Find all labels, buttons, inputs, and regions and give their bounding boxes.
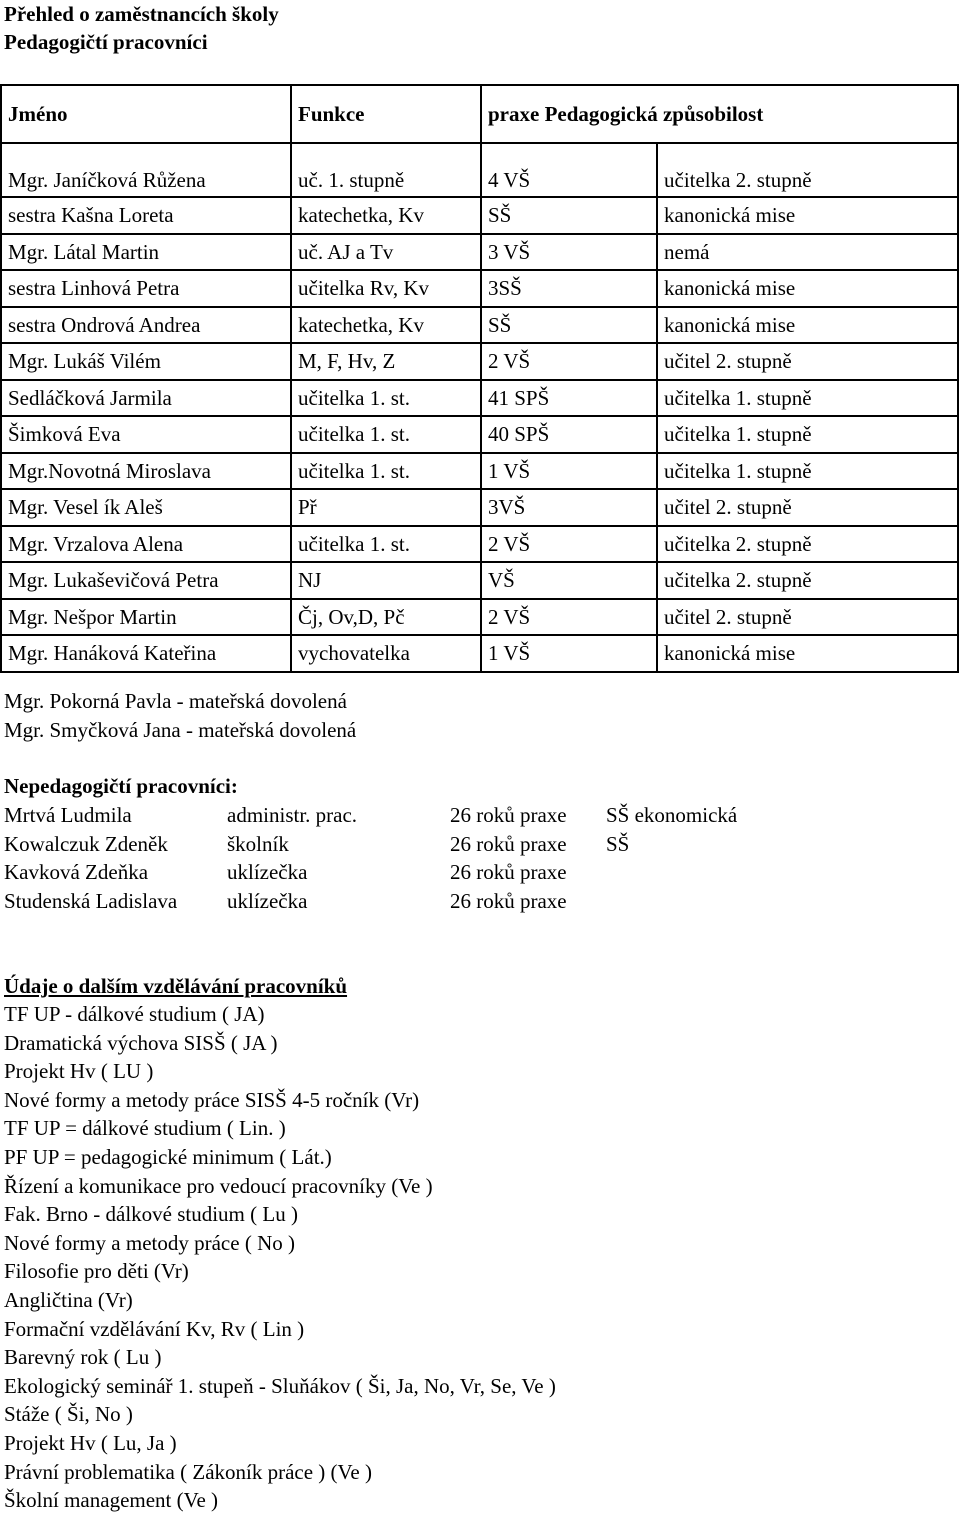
leave-note: Mgr. Pokorná Pavla - mateřská dovolená [4,689,347,713]
page-title: Přehled o zaměstnancích školy [4,2,279,26]
staff-role: administr. prac. [227,803,358,827]
cell-function: učitelka 1. st. [291,526,481,563]
staff-practice: 26 roků praxe [450,888,567,913]
training-item: Dramatická výchova SISŠ ( JA ) [4,1030,278,1055]
table-row [1,343,958,380]
table-row [1,599,958,636]
staff-name: Studenská Ladislava [4,888,178,913]
staff-name: Kowalczuk Zdeněk [4,831,168,856]
cell-name: sestra Ondrová Andrea [1,307,291,344]
cell-qualification: učitelka 2. stupně [657,562,958,599]
training-item: Fak. Brno - dálkové studium ( Lu ) [4,1202,298,1227]
training-item: PF UP = pedagogické minimum ( Lát.) [4,1144,332,1169]
cell-function: uč. 1. stupně [291,143,481,197]
training-item: Barevný rok ( Lu ) [4,1345,162,1370]
cell-function: NJ [291,562,481,599]
cell-name: Mgr. Nešpor Martin [1,599,291,636]
staff-table [0,84,959,673]
cell-name: Mgr. Lukáš Vilém [1,343,291,380]
training-item: Řízení a komunikace pro vedoucí pracovníky (Ve ) [4,1173,433,1198]
cell-name: sestra Kašna Loreta [1,197,291,234]
staff-role: uklízečka [227,888,308,913]
cell-practice: 40 SPŠ [481,416,657,453]
section-title-pedagogical: Pedagogičtí pracovníci [4,30,208,54]
cell-qualification: učitel 2. stupně [657,489,958,526]
cell-name: Mgr. Lukaševičová Petra [1,562,291,599]
cell-function: učitelka 1. st. [291,453,481,490]
table-row [1,143,958,197]
cell-practice: 1 VŠ [481,635,657,672]
cell-qualification: učitel 2. stupně [657,343,958,380]
cell-practice: SŠ [481,197,657,234]
staff-practice: 26 roků praxe [450,803,567,827]
training-item: Nové formy a metody práce ( No ) [4,1230,295,1255]
cell-name: Mgr. Janíčková Růžena [1,143,291,197]
cell-name: sestra Linhová Petra [1,270,291,307]
training-item: Ekologický seminář 1. stupeň - Sluňákov ( Ši, Ja, No, Vr, Se, Ve ) [4,1373,556,1398]
cell-name: Mgr. Vesel ík Aleš [1,489,291,526]
training-item: Stáže ( Ši, No ) [4,1402,133,1427]
table-header-row [1,85,958,143]
table-row [1,635,958,672]
cell-qualification: učitel 2. stupně [657,599,958,636]
cell-function: učitelka Rv, Kv [291,270,481,307]
table-row [1,526,958,563]
table-row [1,270,958,307]
training-item: Filosofie pro děti (Vr) [4,1259,189,1284]
cell-name: Mgr. Látal Martin [1,234,291,271]
cell-function: Čj, Ov,D, Pč [291,599,481,636]
cell-practice: VŠ [481,562,657,599]
cell-practice: 2 VŠ [481,599,657,636]
cell-practice: 3 VŠ [481,234,657,271]
column-header-function: Funkce [291,85,481,143]
section-title-non-pedagogical: Nepedagogičtí pracovníci: [4,774,238,798]
cell-function: učitelka 1. st. [291,416,481,453]
table-row [1,234,958,271]
training-item: Projekt Hv ( LU ) [4,1059,154,1084]
staff-name: Kavková Zdeňka [4,860,149,885]
table-row [1,489,958,526]
column-header-qualification: praxe Pedagogická způsobilost [481,85,958,143]
staff-education: SŠ ekonomická [606,803,738,827]
training-list [4,1000,556,1515]
cell-qualification: učitelka 1. stupně [657,416,958,453]
staff-practice: 26 roků praxe [450,831,567,856]
cell-name: Šimková Eva [1,416,291,453]
table-row [1,380,958,417]
cell-practice: 4 VŠ [481,143,657,197]
training-item: Angličtina (Vr) [4,1287,133,1312]
staff-name: Mrtvá Ludmila [4,803,132,827]
staff-role: školník [227,831,289,856]
table-row [1,453,958,490]
cell-qualification: kanonická mise [657,635,958,672]
training-item: Formační vzdělávání Kv, Rv ( Lin ) [4,1316,305,1341]
staff-education: SŠ [606,831,630,856]
cell-qualification: učitelka 1. stupně [657,380,958,417]
cell-practice: 2 VŠ [481,526,657,563]
cell-name: Sedláčková Jarmila [1,380,291,417]
cell-function: katechetka, Kv [291,197,481,234]
cell-qualification: nemá [657,234,958,271]
cell-function: učitelka 1. st. [291,380,481,417]
cell-practice: 41 SPŠ [481,380,657,417]
training-item: Projekt Hv ( Lu, Ja ) [4,1430,177,1455]
cell-function: Př [291,489,481,526]
cell-name: Mgr.Novotná Miroslava [1,453,291,490]
table-row [1,307,958,344]
section-title-training: Údaje o dalším vzdělávání pracovníků [4,974,348,998]
cell-name: Mgr. Hanáková Kateřina [1,635,291,672]
cell-function: katechetka, Kv [291,307,481,344]
cell-name: Mgr. Vrzalova Alena [1,526,291,563]
cell-function: vychovatelka [291,635,481,672]
training-item: Právní problematika ( Zákoník práce ) (Ve ) [4,1459,372,1484]
cell-practice: 1 VŠ [481,453,657,490]
cell-function: M, F, Hv, Z [291,343,481,380]
cell-qualification: kanonická mise [657,307,958,344]
training-item: TF UP - dálkové studium ( JA) [4,1002,265,1026]
cell-qualification: učitelka 2. stupně [657,526,958,563]
cell-practice: 3SŠ [481,270,657,307]
leave-note: Mgr. Smyčková Jana - mateřská dovolená [4,718,357,742]
cell-qualification: učitelka 1. stupně [657,453,958,490]
cell-function: uč. AJ a Tv [291,234,481,271]
staff-practice: 26 roků praxe [450,860,567,885]
training-item: Školní management (Ve ) [4,1488,219,1513]
cell-qualification: učitelka 2. stupně [657,143,958,197]
cell-qualification: kanonická mise [657,197,958,234]
training-item: Nové formy a metody práce SISŠ 4-5 ročník (Vr) [4,1087,420,1112]
cell-practice: SŠ [481,307,657,344]
cell-qualification: kanonická mise [657,270,958,307]
training-item: TF UP = dálkové studium ( Lin. ) [4,1116,286,1141]
cell-practice: 3VŠ [481,489,657,526]
table-row [1,416,958,453]
staff-role: uklízečka [227,860,308,885]
cell-practice: 2 VŠ [481,343,657,380]
table-row [1,562,958,599]
column-header-name: Jméno [1,85,291,143]
table-row [1,197,958,234]
